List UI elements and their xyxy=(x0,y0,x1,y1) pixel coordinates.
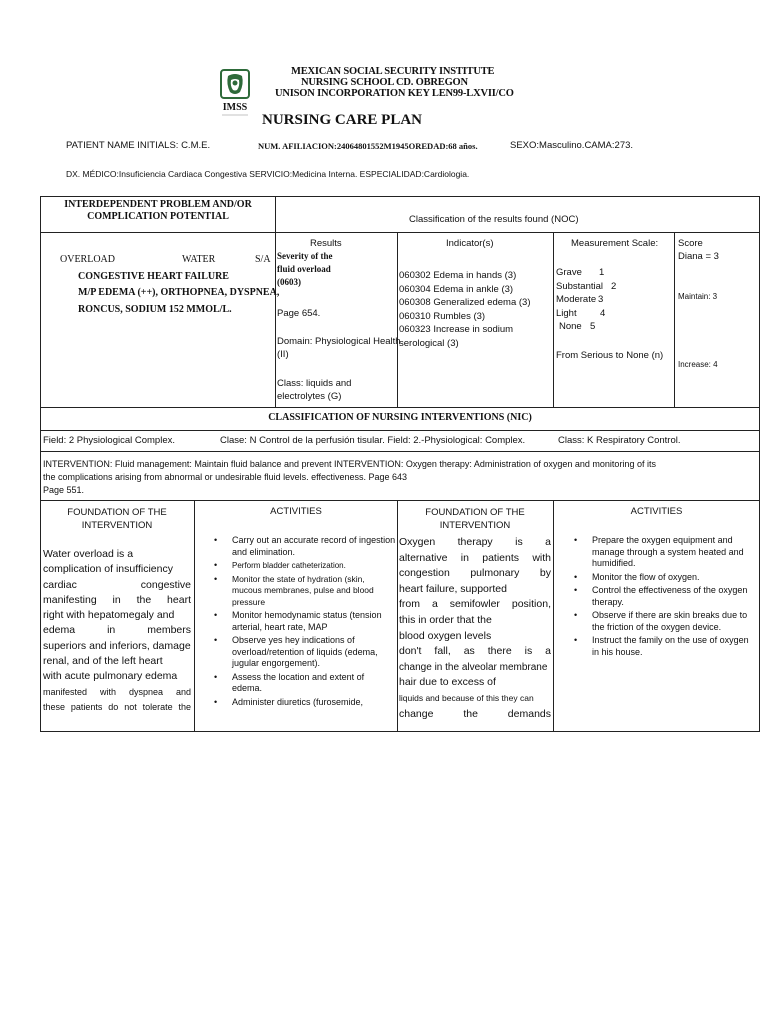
foundation1-header: FOUNDATION OF THE INTERVENTION xyxy=(67,507,167,531)
imss-logo xyxy=(216,68,254,122)
problem-line4: RONCUS, SODIUM 152 MMOL/L. xyxy=(78,304,232,315)
indicator-item: 060308 Generalized edema (3) xyxy=(399,297,531,308)
activities2-header: ACTIVITIES xyxy=(630,506,683,517)
scale-item: Substantial 2 xyxy=(556,280,617,292)
indicator-item: 060302 Edema in hands (3) xyxy=(399,270,517,281)
activity-item: • Monitor the state of hydration (skin, mucous membranes, pulse and blood pressure xyxy=(210,574,396,609)
nic-intervention: INTERVENTION: Fluid management: Maintain fluid balance and prevent INTERVENTION: Oxygen therapy: Administration of oxygen and monitoring of its the complications arising from abnormal or undesirable fluid levels. effectiveness. Page 643 Page 551. xyxy=(43,459,656,495)
indicator-item: 060304 Edema in ankle (3) xyxy=(399,283,514,295)
scale-range: From Serious to None (n) xyxy=(556,350,664,361)
org-line1: MEXICAN SOCIAL SECURITY INSTITUTE xyxy=(291,66,495,77)
foundation2-header: FOUNDATION OF THE INTERVENTION xyxy=(425,507,525,531)
scale-header: Measurement Scale: xyxy=(571,238,659,249)
scale-item: Light 4 xyxy=(556,307,606,319)
activity-item: • Perform bladder catheterization. xyxy=(210,560,396,572)
indicators-header: Indicator(s) xyxy=(446,238,494,249)
activity-item: • Instruct the family on the use of oxygen in his house. xyxy=(570,635,758,658)
problem-line1: OVERLOAD WATER S/A xyxy=(60,254,271,265)
foundation2-text: Oxygen therapy is a alternative in patients with congestion pulmonary by heart failure, supported from a semifowler position, this in order that the blood oxygen levels don't fall, as there is a change in the alveolar membrane hair due to excess of liquids and because of this they can change the demands xyxy=(399,536,551,720)
nic-header: CLASSIFICATION OF NURSING INTERVENTIONS (NIC) xyxy=(268,412,532,423)
activity-item: • Observe yes hey indications of overload/retention of liquids (edema, jugular engorgement). xyxy=(210,635,396,670)
problem-line2: CONGESTIVE HEART FAILURE xyxy=(78,271,229,282)
result-domain: Domain: Physiological Health (II) xyxy=(277,336,401,360)
results-header: Results xyxy=(310,238,342,249)
activity-item: • Carry out an accurate record of ingestion and elimination. xyxy=(210,535,396,558)
page-title: NURSING CARE PLAN xyxy=(262,112,423,128)
activities1-list xyxy=(210,535,396,729)
svg-text:IMSS: IMSS xyxy=(222,102,248,113)
activities2-list xyxy=(570,535,758,685)
medical-dx: DX. MÉDICO:Insuficiencia Cardiaca Congestiva SERVICIO:Medicina Interna. ESPECIALIDAD:Cardiologia. xyxy=(66,169,470,179)
org-line2: NURSING SCHOOL CD. OBREGON xyxy=(301,77,468,88)
noc-header: Classification of the results found (NOC) xyxy=(409,214,579,225)
indicators-list xyxy=(399,269,549,350)
indicator-item: 060323 Increase in sodium serological (3) xyxy=(399,324,514,349)
activity-item: • Prepare the oxygen equipment and manage through a system heated and humidified. xyxy=(570,535,758,570)
problem-line3: M/P EDEMA (++), ORTHOPNEA, DYSPNEA, xyxy=(78,287,280,298)
activities1-header: ACTIVITIES xyxy=(270,506,322,517)
scale-item: Moderate 3 xyxy=(556,294,604,305)
scale-item: None 5 xyxy=(559,321,596,332)
score-diana: Diana = 3 xyxy=(678,251,719,262)
result-title: Severity of the fluid overload (0603) xyxy=(277,251,333,287)
problem-column-header: INTERDEPENDENT PROBLEM AND/OR COMPLICATION POTENTIAL xyxy=(64,199,252,222)
indicator-item: 060310 Rumbles (3) xyxy=(399,310,486,322)
activity-item: • Administer diuretics (furosemide, xyxy=(210,697,396,709)
scale-item: Grave 1 xyxy=(556,267,605,278)
score-maintain: Maintain: 3 xyxy=(678,292,718,301)
score-header: Score xyxy=(678,238,703,249)
nic-clase1: Clase: N Control de la perfusión tisular. Field: 2.-Physiological: Complex. xyxy=(220,435,526,446)
org-line3: UNISON INCORPORATION KEY LEN99-LXVII/CO xyxy=(275,88,514,99)
affiliation: NUM. AFILIACION:24064801552M1945OREDAD:68 años. xyxy=(258,141,478,151)
nic-clase2: Class: K Respiratory Control. xyxy=(558,435,681,446)
activity-item: • Monitor the flow of oxygen. xyxy=(570,572,758,584)
score-increase: Increase: 4 xyxy=(678,360,718,369)
activity-item: • Monitor hemodynamic status (tension arterial, heart rate, MAP xyxy=(210,610,396,633)
nic-field1: Field: 2 Physiological Complex. xyxy=(43,435,176,446)
patient-initials: PATIENT NAME INITIALS: C.M.E. xyxy=(66,140,211,151)
scale-list xyxy=(556,266,668,334)
activity-item: • Control the effectiveness of the oxygen therapy. xyxy=(570,585,758,608)
activity-item: • Observe if there are skin breaks due to the friction of the oxygen device. xyxy=(570,610,758,633)
result-class: Class: liquids and electrolytes (G) xyxy=(277,378,352,402)
result-page: Page 654. xyxy=(277,308,321,319)
sex-bed: SEXO:Masculino.CAMA:273. xyxy=(510,140,634,151)
activity-item: • Assess the location and extent of edema. xyxy=(210,672,396,695)
foundation1-text: Water overload is a complication of insufficiency cardiac congestive manifesting in the heart right with hepatomegaly and edema in members superiors and inferiors, damage renal, and of the left heart with acute pulmonary edema manifested with dyspnea and these patients do not tolerate the xyxy=(43,548,191,712)
